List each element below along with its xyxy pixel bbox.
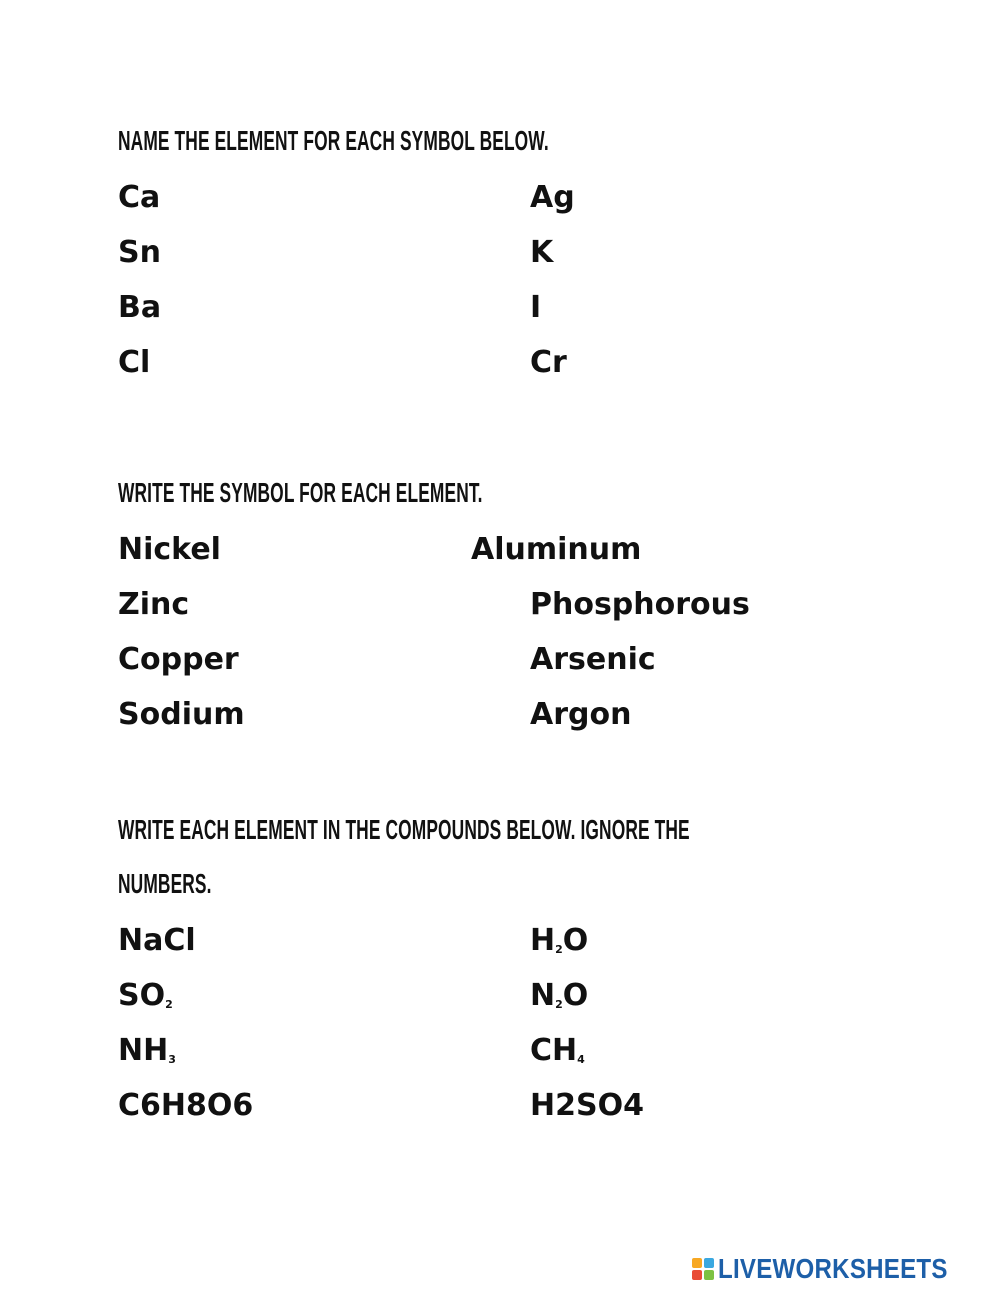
- compound-item: $CH_4$: [530, 1033, 585, 1068]
- symbol-item: Cl: [118, 345, 151, 380]
- liveworksheets-logo-icon: [692, 1258, 714, 1280]
- symbol-item: Ba: [118, 290, 162, 325]
- logo-square-orange: [692, 1258, 702, 1268]
- element-item: Zinc: [118, 587, 190, 622]
- element-item: Nickel: [118, 532, 221, 567]
- compound-item: H2SO4: [530, 1088, 644, 1123]
- element-item: Phosphorous: [530, 587, 750, 622]
- logo-square-red: [692, 1270, 702, 1280]
- logo-square-blue: [704, 1258, 714, 1268]
- element-item: Aluminum: [471, 532, 642, 567]
- liveworksheets-brand: [692, 1253, 985, 1284]
- symbol-item: I: [530, 290, 542, 325]
- element-item: Argon: [530, 697, 632, 732]
- section2-heading: WRITE THE SYMBOL FOR EACH ELEMENT.: [118, 477, 483, 508]
- element-item: Sodium: [118, 697, 245, 732]
- element-item: Copper: [118, 642, 239, 677]
- element-item: Arsenic: [530, 642, 656, 677]
- compound-item: NaCl: [118, 923, 196, 958]
- symbol-item: Ca: [118, 180, 161, 215]
- symbol-item: K: [530, 235, 554, 270]
- compound-item: $H_2O$: [530, 923, 589, 958]
- compound-item: $NH_3$: [118, 1033, 176, 1068]
- symbol-item: Sn: [118, 235, 161, 270]
- symbol-item: Cr: [530, 345, 567, 380]
- section1-heading: NAME THE ELEMENT FOR EACH SYMBOL BELOW.: [118, 125, 549, 156]
- brand-name: LIVEWORKSHEETS: [718, 1253, 948, 1284]
- section3-heading-line1: WRITE EACH ELEMENT IN THE COMPOUNDS BELOW. IGNORE THE: [118, 814, 690, 845]
- section3-heading-line2: NUMBERS.: [118, 868, 212, 899]
- compound-item: $SO_2$: [118, 978, 173, 1013]
- symbol-item: Ag: [530, 180, 575, 215]
- compound-item: $N_2O$: [530, 978, 589, 1013]
- compound-item: C6H8O6: [118, 1088, 254, 1123]
- logo-square-green: [704, 1270, 714, 1280]
